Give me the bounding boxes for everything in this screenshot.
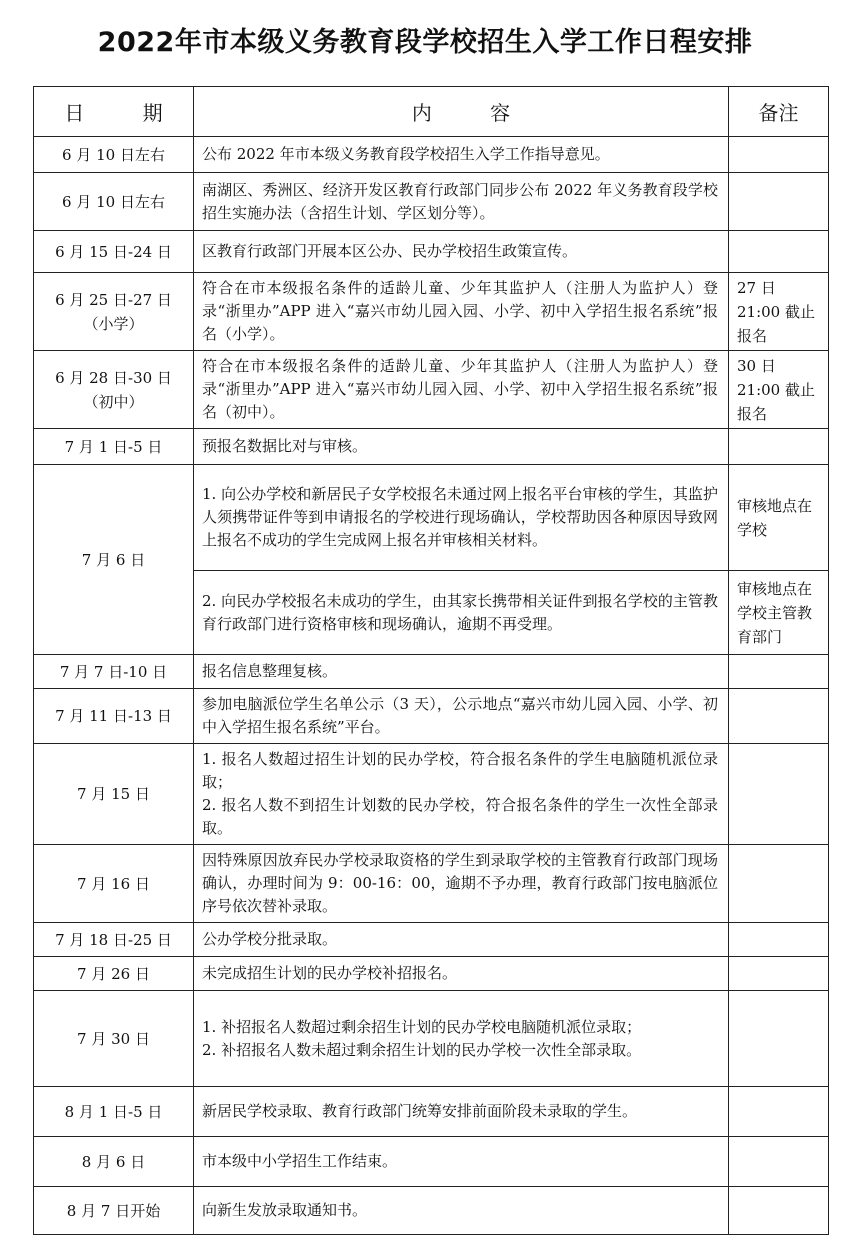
date-text: 6 月 10 日左右 (62, 145, 165, 164)
table-row (34, 991, 829, 1087)
content-text: 1. 报名人数超过招生计划的民办学校，符合报名条件的学生电脑随机派位录取； (202, 750, 718, 791)
date-cell (34, 429, 194, 465)
content-text: 新居民学校录取、教育行政部门统筹安排前面阶段未录取的学生。 (202, 1102, 638, 1120)
page-title: 2022年市本级义务教育段学校招生入学工作日程安排 (97, 27, 753, 58)
date-cell (34, 923, 194, 957)
content-text: 区教育行政部门开展本区公办、民办学校招生政策宣传。 (202, 242, 578, 260)
table-row (34, 1087, 829, 1137)
date-text: 6 月 10 日左右 (62, 192, 165, 211)
date-text: 7 月 18 日-25 日 (55, 930, 172, 949)
content-text: 符合在市本级报名条件的适龄儿童、少年其监护人（注册人为监护人）登录“浙里办”APP 进入“嘉兴市幼儿园入园、小学、初中入学招生报名系统”报名（初中）。 (202, 357, 718, 421)
date-text: 7 月 1 日-5 日 (64, 437, 163, 456)
date-cell (34, 173, 194, 231)
date-text: 8 月 6 日 (81, 1152, 146, 1171)
note-cell (729, 923, 829, 957)
table-row (34, 137, 829, 173)
date-text: 7 月 16 日 (77, 874, 150, 893)
note-cell: 27 日 21:00 截止报名 (729, 273, 829, 351)
table-row (34, 655, 829, 689)
content-cell (194, 465, 729, 571)
date-cell: 7 月 6 日 (34, 465, 194, 655)
content-cell (194, 655, 729, 689)
header-note: 备注 (729, 87, 829, 137)
note-cell (729, 231, 829, 273)
content-cell (194, 137, 729, 173)
table-row (34, 173, 829, 231)
date-cell (34, 231, 194, 273)
content-text: 报名信息整理复核。 (202, 662, 338, 680)
note-cell (729, 137, 829, 173)
content-text: 参加电脑派位学生名单公示（3 天），公示地点“嘉兴市幼儿园入园、小学、初中入学招生报名系统”平台。 (202, 695, 718, 736)
date-text: 7 月 26 日 (77, 964, 150, 983)
content-text: 2. 报名人数不到招生计划数的民办学校，符合报名条件的学生一次性全部录取。 (202, 796, 718, 837)
content-cell (194, 273, 729, 351)
table-row (34, 273, 829, 351)
content-cell (194, 744, 729, 845)
table-row (34, 465, 829, 571)
date-text: 8 月 7 日开始 (66, 1201, 161, 1220)
note-cell (729, 744, 829, 845)
note-cell (729, 689, 829, 744)
date-cell (34, 744, 194, 845)
table-header-row (34, 87, 829, 137)
date-cell (34, 351, 194, 429)
note-cell (729, 1187, 829, 1235)
content-cell (194, 1187, 729, 1235)
table-row (34, 351, 829, 429)
date-text: 7 月 11 日-13 日 (55, 707, 172, 725)
content-text: 2. 向民办学校报名未成功的学生，由其家长携带相关证件到报名学校的主管教育行政部门进行资格审核和现场确认，逾期不再受理。 (202, 591, 718, 633)
header-date: 日 期 (34, 87, 194, 137)
date-cell (34, 137, 194, 173)
content-cell (194, 429, 729, 465)
table-row (34, 957, 829, 991)
note-cell (729, 429, 829, 465)
content-text: 1. 补招报名人数超过剩余招生计划的民办学校电脑随机派位录取； (202, 1017, 642, 1036)
date-text: 7 月 30 日 (77, 1029, 150, 1048)
content-text: 2. 补招报名人数未超过剩余招生计划的民办学校一次性全部录取。 (202, 1040, 642, 1059)
note-cell: 审核地点在学校主管教育部门 (729, 571, 829, 655)
note-cell (729, 173, 829, 231)
date-subtext: （初中） (83, 392, 144, 411)
note-cell (729, 845, 829, 923)
date-cell (34, 1187, 194, 1235)
content-cell (194, 923, 729, 957)
content-text: 未完成招生计划的民办学校补招报名。 (202, 964, 458, 982)
content-cell (194, 1087, 729, 1137)
table-row (34, 1137, 829, 1187)
date-text: 6 月 28 日-30 日 (55, 368, 172, 387)
date-cell (34, 1137, 194, 1187)
content-text: 1. 向公办学校和新居民子女学校报名未通过网上报名平台审核的学生，其监护人须携带证件等到申请报名的学校进行现场确认，学校帮助因各种原因导致网上报名不成功的学生完成网上报名并审核相关材料。 (202, 485, 718, 549)
content-text: 公办学校分批录取。 (202, 930, 338, 948)
table-row (34, 845, 829, 923)
table-row (34, 429, 829, 465)
content-text: 南湖区、秀洲区、经济开发区教育行政部门同步公布 2022 年义务教育段学校招生实施办法（含招生计划、学区划分等）。 (202, 180, 718, 222)
content-text: 向新生发放录取通知书。 (202, 1201, 368, 1219)
content-text: 预报名数据比对与审核。 (202, 437, 368, 455)
date-subtext: （小学） (83, 314, 144, 333)
date-text: 7 月 7 日-10 日 (59, 662, 168, 681)
table-row (34, 744, 829, 845)
date-cell (34, 273, 194, 351)
note-cell: 30 日 21:00 截止报名 (729, 351, 829, 429)
note-cell (729, 655, 829, 689)
header-content: 内 容 (194, 87, 729, 137)
content-cell (194, 845, 729, 923)
date-text: 8 月 1 日-5 日 (64, 1102, 163, 1121)
content-text: 市本级中小学招生工作结束。 (202, 1152, 398, 1170)
note-cell (729, 957, 829, 991)
content-cell (194, 571, 729, 655)
note-cell (729, 991, 829, 1087)
content-text: 公布 2022 年市本级义务教育段学校招生入学工作指导意见。 (202, 145, 610, 163)
content-text: 因特殊原因放弃民办学校录取资格的学生到录取学校的主管教育行政部门现场确认，办理时间为 9：00-16：00，逾期不予办理，教育行政部门按电脑派位序号依次替补录取。 (202, 851, 718, 915)
date-text: 6 月 15 日-24 日 (55, 242, 172, 261)
content-text: 符合在市本级报名条件的适龄儿童、少年其监护人（注册人为监护人）登录“浙里办”APP 进入“嘉兴市幼儿园入园、小学、初中入学招生报名系统”报名（小学）。 (202, 279, 718, 343)
date-cell (34, 655, 194, 689)
date-text: 7 月 15 日 (77, 785, 150, 803)
date-cell (34, 991, 194, 1087)
content-cell (194, 1137, 729, 1187)
schedule-table (33, 86, 829, 1235)
content-cell (194, 991, 729, 1087)
table-row (34, 923, 829, 957)
date-text: 6 月 25 日-27 日 (55, 290, 172, 309)
content-cell (194, 957, 729, 991)
content-cell (194, 231, 729, 273)
table-row (34, 231, 829, 273)
date-cell (34, 1087, 194, 1137)
content-cell (194, 173, 729, 231)
date-cell (34, 845, 194, 923)
table-row (34, 689, 829, 744)
content-cell (194, 351, 729, 429)
table-row (34, 1187, 829, 1235)
note-cell (729, 1137, 829, 1187)
date-cell (34, 957, 194, 991)
content-cell (194, 689, 729, 744)
note-cell: 审核地点在学校 (729, 465, 829, 571)
date-cell (34, 689, 194, 744)
note-cell (729, 1087, 829, 1137)
